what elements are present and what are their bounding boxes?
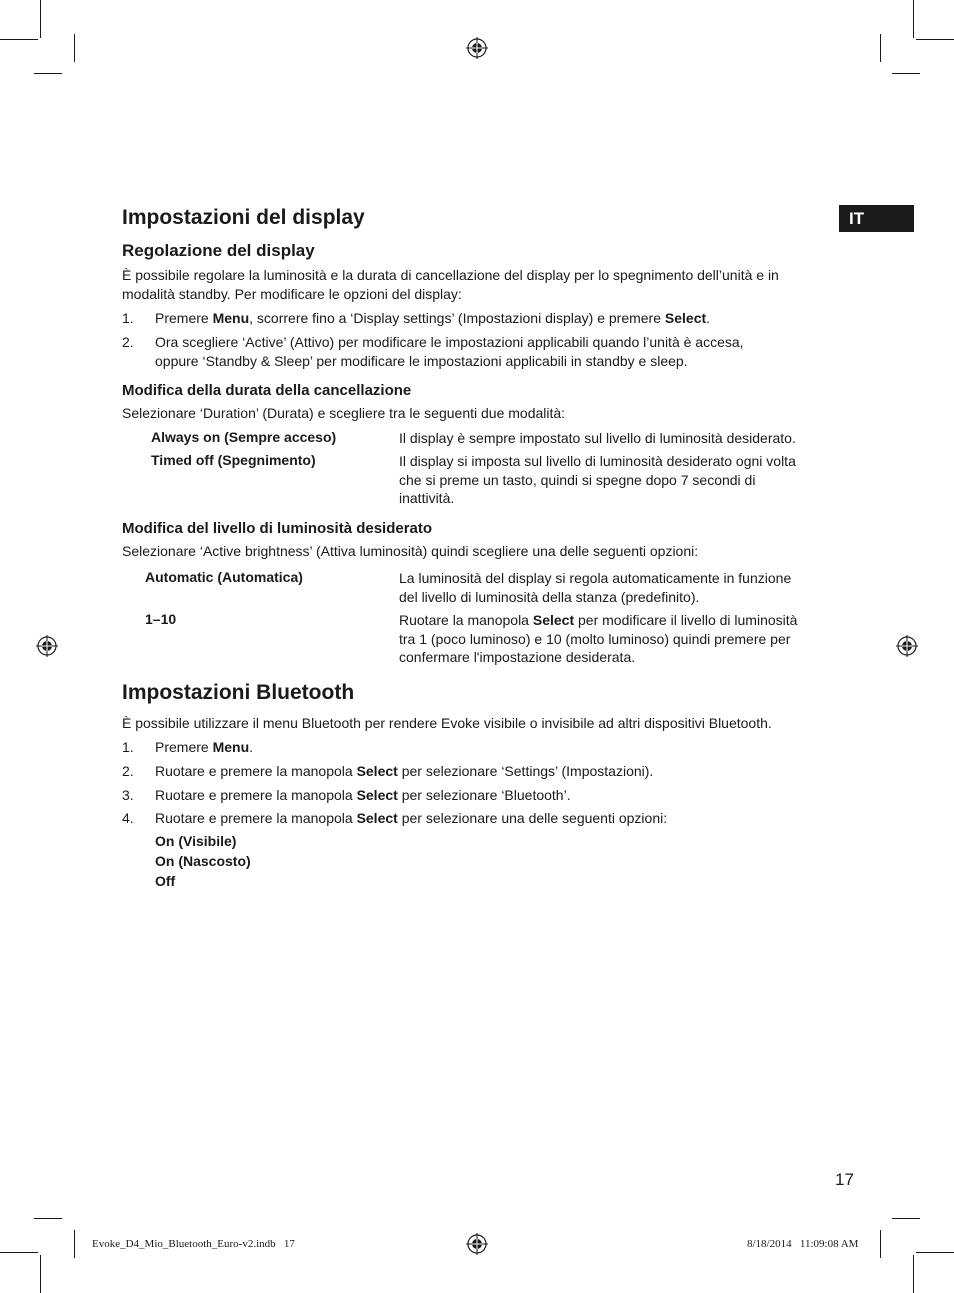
step-number: 1. [122,310,134,326]
subsection-title-display-adjust: Regolazione del display [122,241,315,260]
option-description [399,611,797,667]
language-tab: IT [839,205,914,232]
step-bold: Menu [212,739,250,755]
crop-mark [913,0,914,38]
option-line: tra 1 (poco luminoso) e 10 (molto luminoso) quindi premere per [399,630,791,647]
step-bold: Menu [212,310,250,326]
option-line: confermare l'impostazione desiderata. [399,649,636,665]
step-number: 3. [122,787,134,803]
crop-mark [916,39,954,40]
crop-mark [0,1252,38,1253]
subsection-title-duration: Modifica della durata della cancellazione [122,382,412,399]
list-item [122,786,822,805]
bluetooth-option: On (Visibile) [155,833,237,849]
registration-mark-icon [36,635,58,657]
crop-mark [880,1230,881,1258]
step-bold: Select [356,763,398,779]
list-item [122,309,822,328]
step-text: . [249,739,254,755]
footer-timestamp: 8/18/2014 11:09:08 AM [747,1238,859,1250]
crop-mark [34,1218,62,1219]
option-term: Timed off (Spegnimento) [151,452,316,468]
crop-mark [74,34,75,62]
duration-intro: Selezionare ‘Duration’ (Durata) e scegliere tra le seguenti due modalità: [122,405,566,421]
step-number: 2. [122,763,134,779]
step-bold: Select [356,810,398,826]
step-number: 2. [122,334,134,350]
option-text: per modificare il livello di luminosità [574,612,798,628]
step-number: 4. [122,810,134,826]
step-number: 1. [122,739,134,755]
option-line: che si preme un tasto, quindi si spegne dopo 7 secondi di [399,471,756,488]
list-item [122,738,822,757]
crop-mark [913,1255,914,1293]
crop-mark [40,0,41,38]
option-term: Always on (Sempre acceso) [151,429,337,445]
step-bold: Select [356,787,398,803]
bluetooth-option: On (Nascosto) [155,853,251,869]
bluetooth-option: Off [155,873,176,889]
list-item [122,762,822,781]
bluetooth-intro: È possibile utilizzare il menu Bluetooth per rendere Evoke visibile o invisibile ad altri dispositivi Bluetooth. [122,715,772,731]
option-line: inattività. [399,490,455,506]
brightness-intro: Selezionare ‘Active brightness’ (Attiva luminosità) quindi scegliere una delle seguenti opzioni: [122,543,699,559]
crop-mark [916,1252,954,1253]
option-bold: Select [532,612,575,628]
step-text: oppure ‘Standby & Sleep’ per modificare le impostazioni applicabili in standby e sleep. [155,352,688,369]
option-description [399,452,796,508]
crop-mark [892,73,920,74]
footer-file-name: Evoke_D4_Mio_Bluetooth_Euro-v2.indb 17 [92,1238,295,1250]
option-description [399,569,791,606]
crop-mark [880,34,881,62]
option-text: Ruotare la manopola [399,612,533,628]
step-text: Ruotare e premere la manopola [155,810,357,826]
crop-mark [0,39,38,40]
registration-mark-icon [466,1233,488,1255]
step-text: Ruotare e premere la manopola [155,763,357,779]
step-text: per selezionare ‘Bluetooth’. [397,787,571,803]
option-term: 1–10 [145,611,177,627]
section-title-display: Impostazioni del display [122,206,365,229]
step-text: per selezionare ‘Settings’ (Impostazioni). [397,763,654,779]
step-text: , scorrere fino a ‘Display settings’ (Impostazioni display) e premere [249,310,665,326]
subsection-title-brightness: Modifica del livello di luminosità desiderato [122,520,433,537]
registration-mark-icon [466,37,488,59]
list-item [122,809,822,828]
list-item [122,333,822,370]
option-line: La luminosità del display si regola automaticamente in funzione [399,570,792,586]
step-text: Ora scegliere ‘Active’ (Attivo) per modificare le impostazioni applicabili quando l’unità è accesa, [155,334,744,350]
crop-mark [74,1230,75,1258]
crop-mark [34,73,62,74]
step-text: Ruotare e premere la manopola [155,787,357,803]
option-line [399,611,797,630]
option-line: Il display è sempre impostato sul livello di luminosità desiderato. [399,430,796,446]
crop-mark [40,1255,41,1293]
intro-paragraph: È possibile regolare la luminosità e la durata di cancellazione del display per lo spegnimento dell’unità e in modalità standby. Per modificare le opzioni del display: [122,267,779,302]
step-text: per selezionare una delle seguenti opzioni: [397,810,668,826]
option-term: Automatic (Automatica) [145,569,303,585]
step-bold: Select [664,310,707,326]
step-text: Premere [155,739,213,755]
option-line: Il display si imposta sul livello di luminosità desiderato ogni volta [399,453,796,469]
registration-mark-icon [896,635,918,657]
section-title-bluetooth: Impostazioni Bluetooth [122,681,355,704]
crop-mark [892,1218,920,1219]
option-description [399,429,796,448]
step-text: Premere [155,310,213,326]
option-line: del livello di luminosità della stanza (predefinito). [399,588,700,605]
step-text: . [706,310,711,326]
page-number: 17 [835,1170,854,1189]
